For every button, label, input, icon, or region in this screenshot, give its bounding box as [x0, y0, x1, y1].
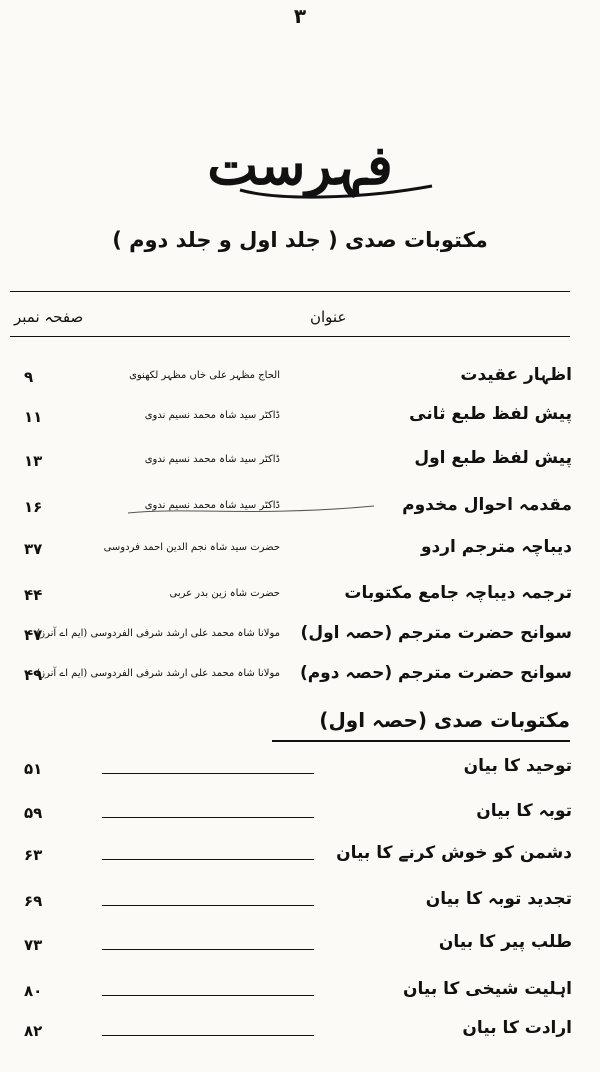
toc-entry — [10, 620, 572, 654]
entry-leader-line — [102, 995, 314, 996]
entry-title: پیش لفظ طبع اول — [414, 448, 572, 468]
entry-author: ڈاکٹر سید شاہ محمد نسیم ندوی — [144, 500, 280, 511]
section-entry — [10, 798, 572, 832]
entry-title: توحید کا بیان — [463, 756, 572, 776]
section-heading: مکتوبات صدی (حصہ اول) — [319, 708, 570, 732]
entry-page: ۱۶ — [24, 498, 43, 516]
entry-page: ۶۳ — [24, 846, 43, 864]
entry-title: سوانح حضرت مترجم (حصہ دوم) — [299, 663, 572, 683]
toc-entry — [10, 402, 572, 436]
entry-title: اہلیت شیخی کا بیان — [402, 979, 572, 999]
entry-title: تجدید توبہ کا بیان — [425, 889, 572, 909]
entry-title: طلب پیر کا بیان — [438, 932, 572, 952]
entry-page: ۵۹ — [24, 804, 43, 822]
section-entry — [10, 930, 572, 964]
title-swash-ornament — [236, 176, 436, 200]
section-entry — [10, 1016, 572, 1050]
entry-page: ۳۷ — [24, 540, 43, 558]
toc-entry — [10, 534, 572, 568]
entry-title: اظہار عقیدت — [460, 365, 572, 385]
section-entry — [10, 754, 572, 788]
entry-title: ارادت کا بیان — [462, 1018, 572, 1038]
entry-title: ترجمہ دیباچہ جامع مکتوبات — [344, 583, 572, 603]
column-header-row — [10, 304, 570, 332]
top-rule — [10, 291, 570, 292]
section-entry — [10, 886, 572, 920]
entry-author: حضرت سید شاہ نجم الدین احمد فردوسی — [103, 542, 280, 553]
entry-title: دشمن کو خوش کرنے کا بیان — [336, 843, 572, 863]
entry-leader-line — [102, 1035, 314, 1036]
entry-author: الحاج مظہر علی خاں مظہر لکھنوی — [129, 370, 280, 381]
entry-leader-line — [102, 773, 314, 774]
section-entry — [10, 976, 572, 1010]
toc-entry — [10, 660, 572, 694]
entry-page: ۶۹ — [24, 892, 43, 910]
entry-author: مولانا شاہ محمد علی ارشد شرفی الفردوسی (ایم اے آنرز) — [36, 628, 280, 639]
page-column-header: صفحہ نمبر — [14, 308, 84, 326]
entry-author: ڈاکٹر سید شاہ محمد نسیم ندوی — [144, 454, 280, 465]
entry-author: مولانا شاہ محمد علی ارشد شرفی الفردوسی (ایم اے آنرز) — [36, 668, 280, 679]
page-number: ۳ — [293, 4, 307, 28]
entry-page: ۸۰ — [24, 982, 43, 1000]
entry-title: پیش لفظ طبع ثانی — [409, 404, 572, 424]
section-entry — [10, 840, 572, 874]
pencil-stroke-mark — [126, 503, 376, 517]
entry-author: حضرت شاہ زین بدر عربی — [169, 588, 280, 599]
entry-page: ۸۲ — [24, 1022, 43, 1040]
entry-page: ۱۳ — [24, 452, 43, 470]
entry-page: ۴۷ — [24, 626, 43, 644]
entry-page: ۷۳ — [24, 936, 43, 954]
header-rule — [10, 336, 570, 337]
entry-leader-line — [102, 905, 314, 906]
entry-page: ۱۱ — [24, 408, 43, 426]
entry-page: ۹ — [24, 368, 34, 386]
entry-leader-line — [102, 949, 314, 950]
entry-page: ۵۱ — [24, 760, 43, 778]
section-underline — [272, 740, 570, 742]
entry-page: ۴۹ — [24, 666, 43, 684]
toc-entry — [10, 362, 572, 396]
toc-entry — [10, 580, 572, 614]
entry-title: دیباچہ مترجم اردو — [420, 537, 572, 557]
subtitle: مکتوبات صدی ( جلد اول و جلد دوم ) — [112, 228, 488, 252]
toc-entry — [10, 446, 572, 480]
entry-title: توبہ کا بیان — [476, 801, 572, 821]
entry-title: مقدمہ احوال مخدوم — [402, 495, 572, 515]
entry-leader-line — [102, 859, 314, 860]
page-title: فہرست — [207, 133, 393, 197]
entry-leader-line — [102, 817, 314, 818]
entry-title: سوانح حضرت مترجم (حصہ اول) — [300, 623, 572, 643]
entry-author: ڈاکٹر سید شاہ محمد نسیم ندوی — [144, 410, 280, 421]
entry-page: ۴۴ — [24, 586, 43, 604]
title-column-header: عنوان — [310, 308, 347, 326]
